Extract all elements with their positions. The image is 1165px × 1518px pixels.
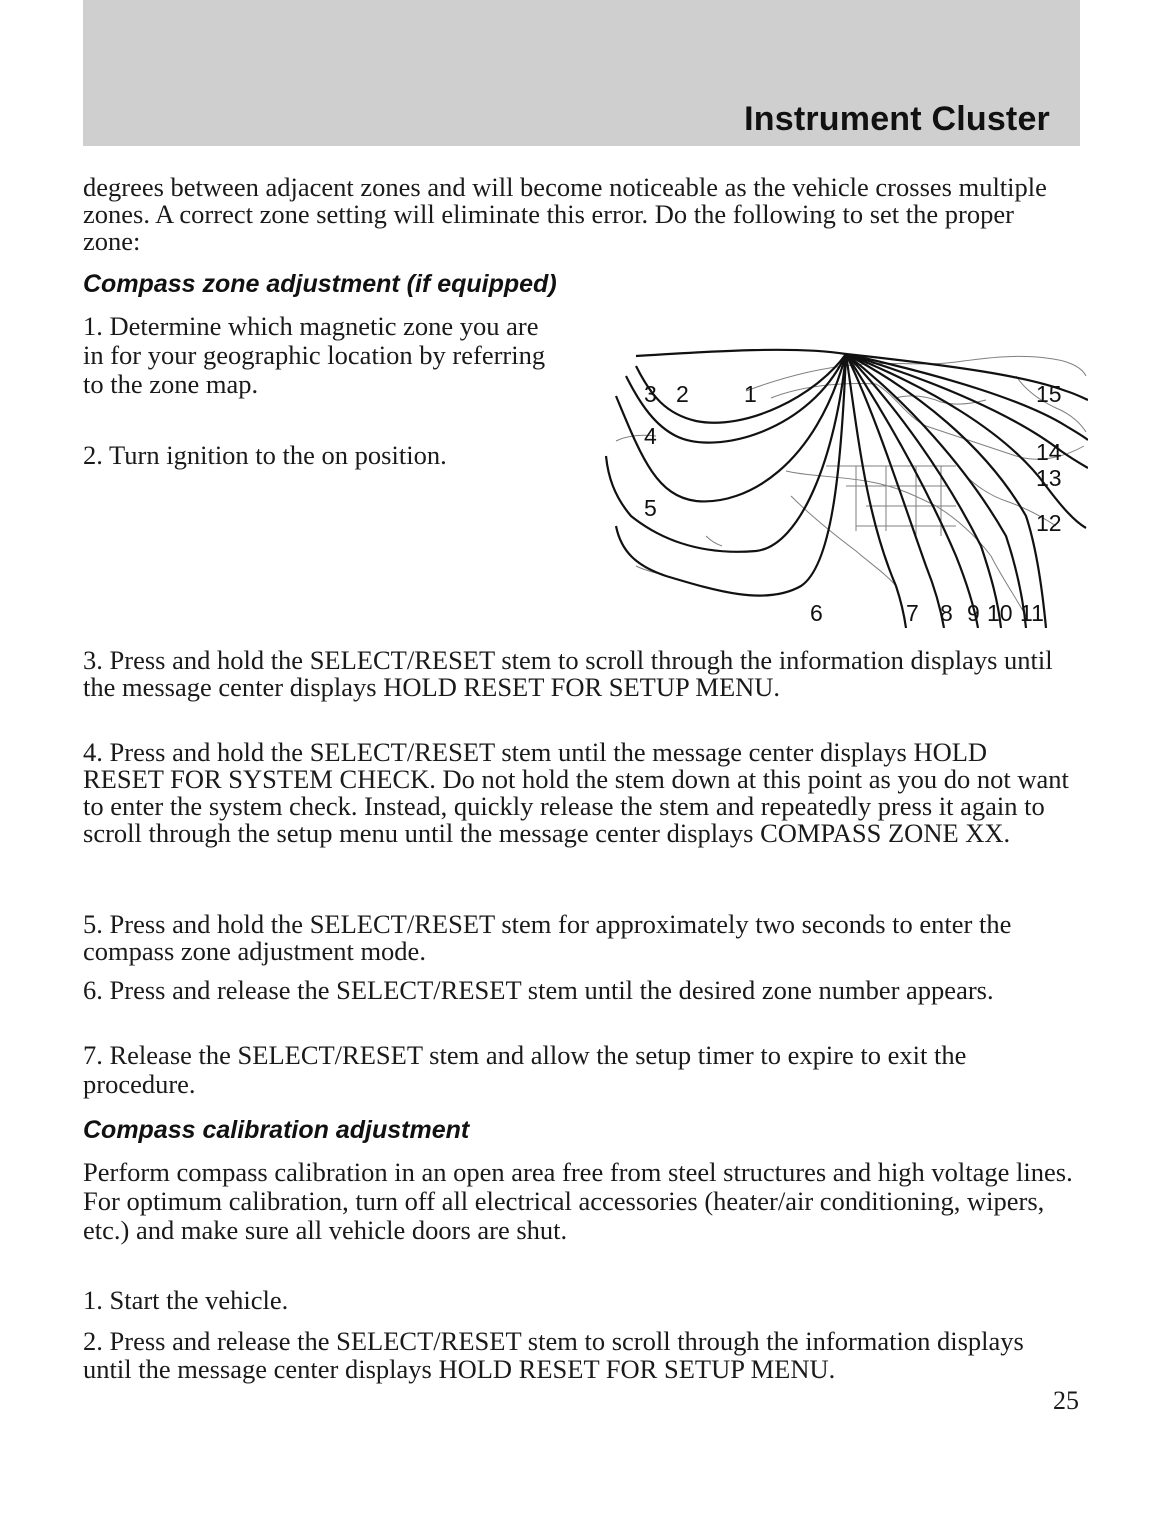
calibration-paragraph: Perform compass calibration in an open area free from steel structures and high voltage lines. For optimum calibration, turn off all electrical accessories (heater/air conditioning, wipers, etc.) and make sure all vehicle doors are shut. — [83, 1157, 1073, 1245]
zone-label-1: 1 — [744, 381, 757, 407]
zone-label-9: 9 — [967, 600, 980, 626]
intro-paragraph: degrees between adjacent zones and will become noticeable as the vehicle crosses multiple zones. A correct zone setting will eliminate this error. Do the following to set the proper zone: — [83, 172, 1047, 256]
zone-label-10: 10 — [987, 600, 1013, 626]
zone-step-6: 6. Press and release the SELECT/RESET stem until the desired zone number appears. — [83, 975, 994, 1005]
zone-label-4: 4 — [644, 423, 657, 449]
zone-label-6: 6 — [810, 600, 823, 626]
zone-label-7: 7 — [906, 600, 919, 626]
zone-label-14: 14 — [1036, 439, 1062, 465]
zone-label-13: 13 — [1036, 465, 1062, 491]
page-number: 25 — [1053, 1386, 1079, 1415]
zone-label-11: 11 — [1020, 600, 1044, 626]
zone-label-8: 8 — [940, 600, 953, 626]
calibration-step-2: 2. Press and release the SELECT/RESET stem to scroll through the information displays until the message center displays HOLD RESET FOR SETUP MENU. — [83, 1326, 1024, 1384]
zone-step-2: 2. Turn ignition to the on position. — [83, 440, 447, 470]
compass-zone-map — [596, 336, 1088, 628]
calibration-step-1: 1. Start the vehicle. — [83, 1285, 289, 1315]
zone-labels — [644, 381, 1062, 626]
zone-label-5: 5 — [644, 495, 657, 521]
zone-step-7: 7. Release the SELECT/RESET stem and allow the setup timer to expire to exit the procedure. — [83, 1040, 967, 1099]
header-band — [83, 0, 1080, 146]
zone-label-3: 3 — [644, 381, 657, 407]
section-title: Instrument Cluster — [744, 100, 1050, 138]
zone-step-4: 4. Press and hold the SELECT/RESET stem until the message center displays HOLD RESET FOR SYSTEM CHECK. Do not hold the stem down at this point as you do not want to enter the system check. Instead, quickly release the stem and repeatedly press it again to scroll through the setup menu until the message center displays COMPASS ZONE XX. — [83, 737, 1069, 848]
zone-adjustment-heading: Compass zone adjustment (if equipped) — [83, 270, 557, 298]
zone-step-5: 5. Press and hold the SELECT/RESET stem for approximately two seconds to enter the compass zone adjustment mode. — [83, 909, 1012, 966]
zone-label-2: 2 — [676, 381, 689, 407]
zone-step-3: 3. Press and hold the SELECT/RESET stem to scroll through the information displays until the message center displays HOLD RESET FOR SETUP MENU. — [83, 645, 1053, 702]
zone-label-15: 15 — [1036, 381, 1062, 407]
zone-step-1: 1. Determine which magnetic zone you are in for your geographic location by referring to the zone map. — [83, 311, 546, 399]
zone-label-12: 12 — [1036, 510, 1062, 536]
calibration-heading: Compass calibration adjustment — [83, 1116, 470, 1144]
